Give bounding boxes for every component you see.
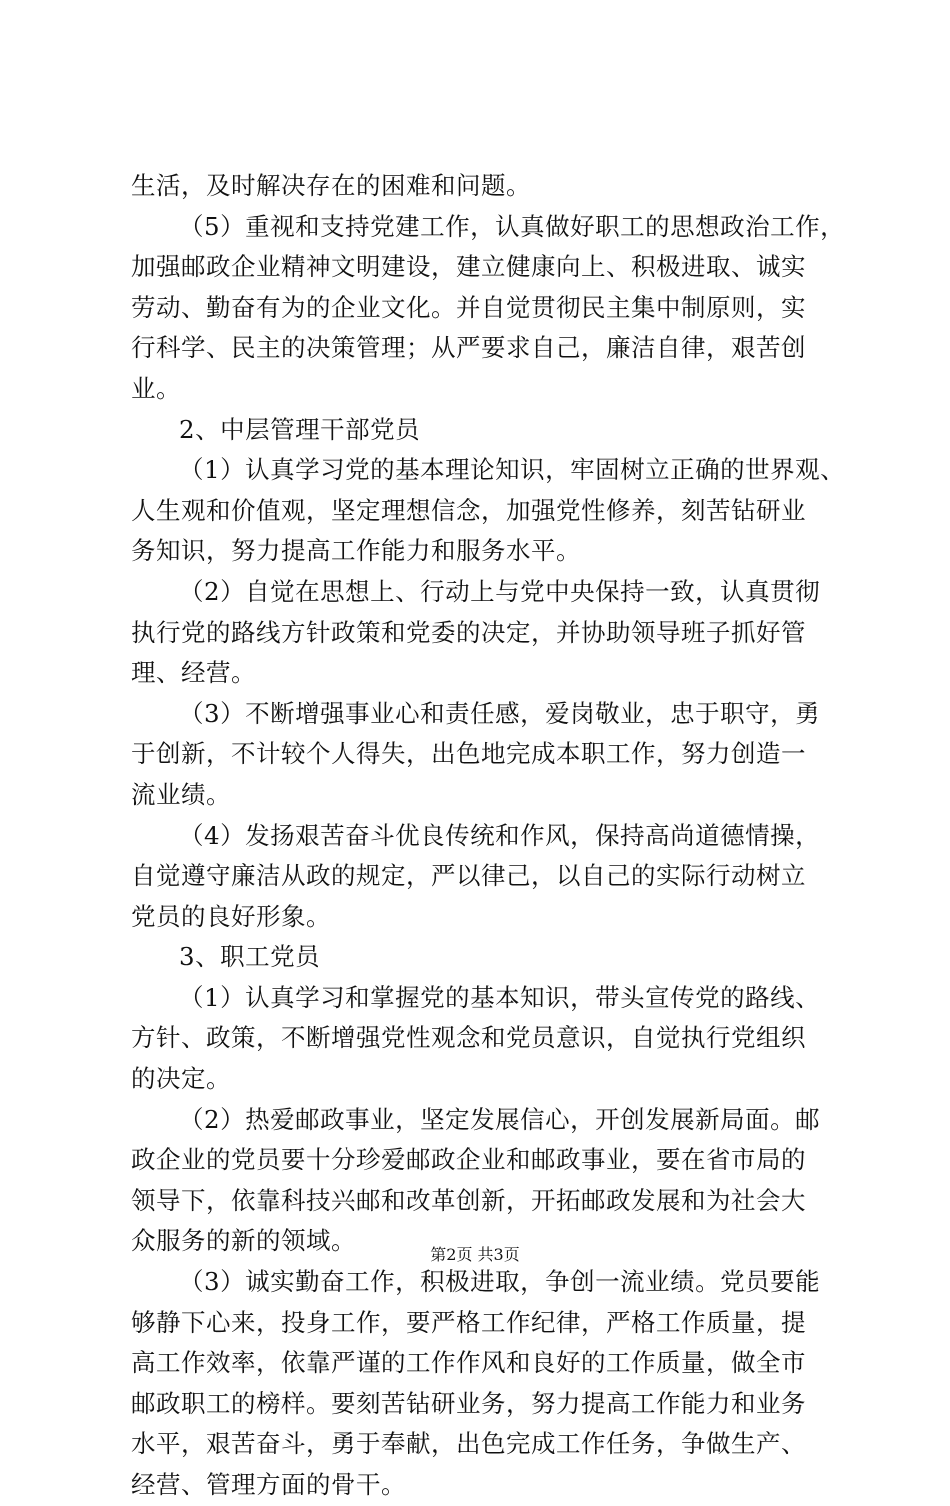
text-line: （2）自觉在思想上、行动上与党中央保持一致，认真贯彻	[179, 576, 821, 606]
text-line: 高工作效率，依靠严谨的工作作风和良好的工作质量，做全市	[131, 1348, 806, 1378]
text-line: 邮政职工的榜样。要刻苦钻研业务，努力提高工作能力和业务	[131, 1388, 806, 1418]
text-line: 流业绩。	[131, 779, 231, 809]
text-line: 劳动、勤奋有为的企业文化。并自觉贯彻民主集中制原则，实	[131, 292, 806, 322]
text-line: 于创新，不计较个人得失，出色地完成本职工作，努力创造一	[131, 739, 806, 769]
text-line: 经营、管理方面的骨干。	[131, 1470, 406, 1499]
text-line: 的决定。	[131, 1064, 231, 1094]
text-line: 自觉遵守廉洁从政的规定，严以律己，以自己的实际行动树立	[131, 861, 806, 891]
text-line: 政企业的党员要十分珍爱邮政企业和邮政事业，要在省市局的	[131, 1145, 806, 1175]
text-line: 方针、政策，不断增强党性观念和党员意识，自觉执行党组织	[131, 1023, 806, 1053]
text-line: 务知识，努力提高工作能力和服务水平。	[131, 536, 581, 566]
text-line: 行科学、民主的决策管理；从严要求自己，廉洁自律，艰苦创	[131, 333, 806, 363]
document-body	[131, 166, 846, 1506]
text-line: 人生观和价值观，坚定理想信念，加强党性修养，刻苦钻研业	[131, 495, 806, 525]
text-line: 理、经营。	[131, 658, 256, 688]
text-line: （3）不断增强事业心和责任感，爱岗敬业，忠于职守，勇	[179, 698, 821, 728]
text-line: （2）热爱邮政事业，坚定发展信心，开创发展新局面。邮	[179, 1104, 821, 1134]
text-line: （1）认真学习党的基本理论知识，牢固树立正确的世界观、	[179, 455, 846, 485]
text-line: 加强邮政企业精神文明建设，建立健康向上、积极进取、诚实	[131, 252, 806, 282]
text-line: 领导下，依靠科技兴邮和改革创新，开拓邮政发展和为社会大	[131, 1185, 806, 1215]
text-line: （5）重视和支持党建工作，认真做好职工的思想政治工作，	[179, 211, 846, 241]
text-line: 够静下心来，投身工作，要严格工作纪律，严格工作质量，提	[131, 1307, 806, 1337]
text-line: 党员的良好形象。	[131, 901, 331, 931]
text-line: 众服务的新的领域。	[131, 1226, 356, 1256]
text-line: 执行党的路线方针政策和党委的决定，并协助领导班子抓好管	[131, 617, 806, 647]
text-line: 水平，艰苦奋斗，勇于奉献，出色完成工作任务，争做生产、	[131, 1429, 806, 1459]
text-line: （1）认真学习和掌握党的基本知识，带头宣传党的路线、	[179, 982, 821, 1012]
text-line: （4）发扬艰苦奋斗优良传统和作风，保持高尚道德情操，	[179, 820, 821, 850]
page-footer: 第2页 共3页	[430, 1245, 520, 1264]
text-line: 生活，及时解决存在的困难和问题。	[131, 171, 531, 200]
text-line: 业。	[131, 373, 181, 403]
text-line: 2、中层管理干部党员	[179, 414, 421, 444]
text-line: 3、职工党员	[179, 942, 321, 972]
text-line: （3）诚实勤奋工作，积极进取，争创一流业绩。党员要能	[179, 1267, 821, 1297]
